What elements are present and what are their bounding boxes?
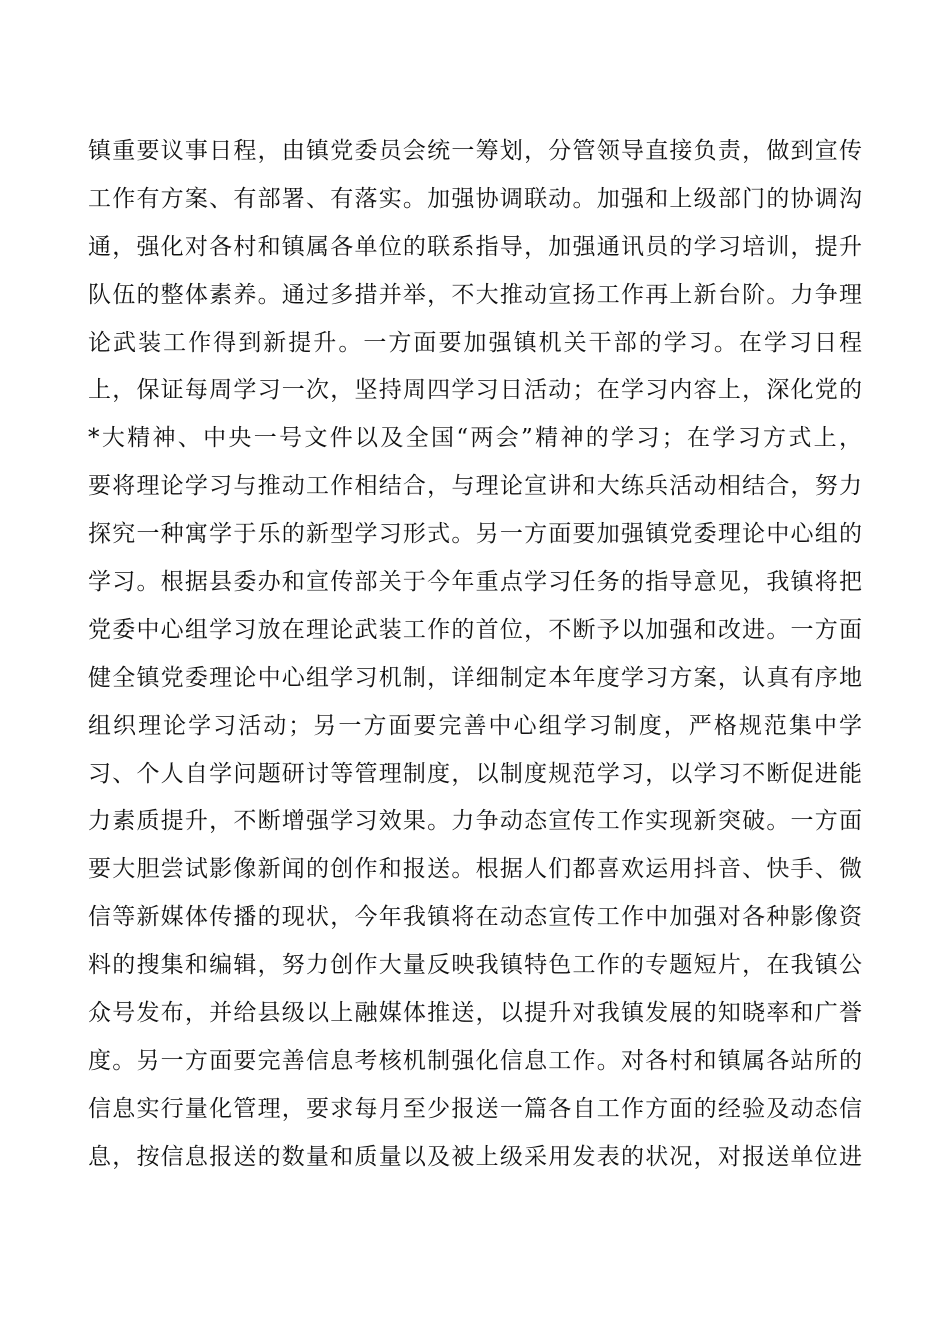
text-line: 通，强化对各村和镇属各单位的联系指导，加强通讯员的学习培训，提升	[88, 233, 862, 260]
text-line: 信等新媒体传播的现状，今年我镇将在动态宣传工作中加强对各种影像资	[88, 904, 862, 931]
text-line: 工作有方案、有部署、有落实。加强协调联动。加强和上级部门的协调沟	[88, 185, 862, 212]
text-line: 众号发布，并给县级以上融媒体推送，以提升对我镇发展的知晓率和广誉	[88, 1000, 862, 1027]
text-line: 探究一种寓学于乐的新型学习形式。另一方面要加强镇党委理论中心组的	[88, 521, 862, 548]
text-line: 力素质提升，不断增强学习效果。力争动态宣传工作实现新突破。一方面	[88, 808, 862, 835]
text-line: 健全镇党委理论中心组学习机制，详细制定本年度学习方案，认真有序地	[88, 664, 862, 691]
text-line: 料的搜集和编辑，努力创作大量反映我镇特色工作的专题短片，在我镇公	[88, 952, 862, 979]
text-line: 组织理论学习活动；另一方面要完善中心组学习制度，严格规范集中学	[88, 712, 862, 739]
text-line: 要将理论学习与推动工作相结合，与理论宣讲和大练兵活动相结合，努力	[88, 473, 862, 500]
body-text	[88, 128, 862, 1182]
text-line: 息，按信息报送的数量和质量以及被上级采用发表的状况，对报送单位进	[88, 1143, 862, 1170]
text-line: 学习。根据县委办和宣传部关于今年重点学习任务的指导意见，我镇将把	[88, 569, 862, 596]
text-line: *大精神、中央一号文件以及全国“两会”精神的学习；在学习方式上，	[88, 425, 862, 452]
text-line: 上，保证每周学习一次，坚持周四学习日活动；在学习内容上，深化党的	[88, 377, 862, 404]
text-line: 论武装工作得到新提升。一方面要加强镇机关干部的学习。在学习日程	[88, 329, 862, 356]
text-line: 度。另一方面要完善信息考核机制强化信息工作。对各村和镇属各站所的	[88, 1047, 862, 1074]
text-line: 要大胆尝试影像新闻的创作和报送。根据人们都喜欢运用抖音、快手、微	[88, 856, 862, 883]
text-line: 镇重要议事日程，由镇党委员会统一筹划，分管领导直接负责，做到宣传	[88, 138, 862, 164]
text-line: 党委中心组学习放在理论武装工作的首位，不断予以加强和改进。一方面	[88, 616, 862, 643]
text-line: 信息实行量化管理，要求每月至少报送一篇各自工作方面的经验及动态信	[88, 1095, 862, 1122]
text-line: 习、个人自学问题研讨等管理制度，以制度规范学习，以学习不断促进能	[88, 760, 862, 787]
text-line: 队伍的整体素养。通过多措并举，不大推动宣扬工作再上新台阶。力争理	[88, 281, 862, 308]
